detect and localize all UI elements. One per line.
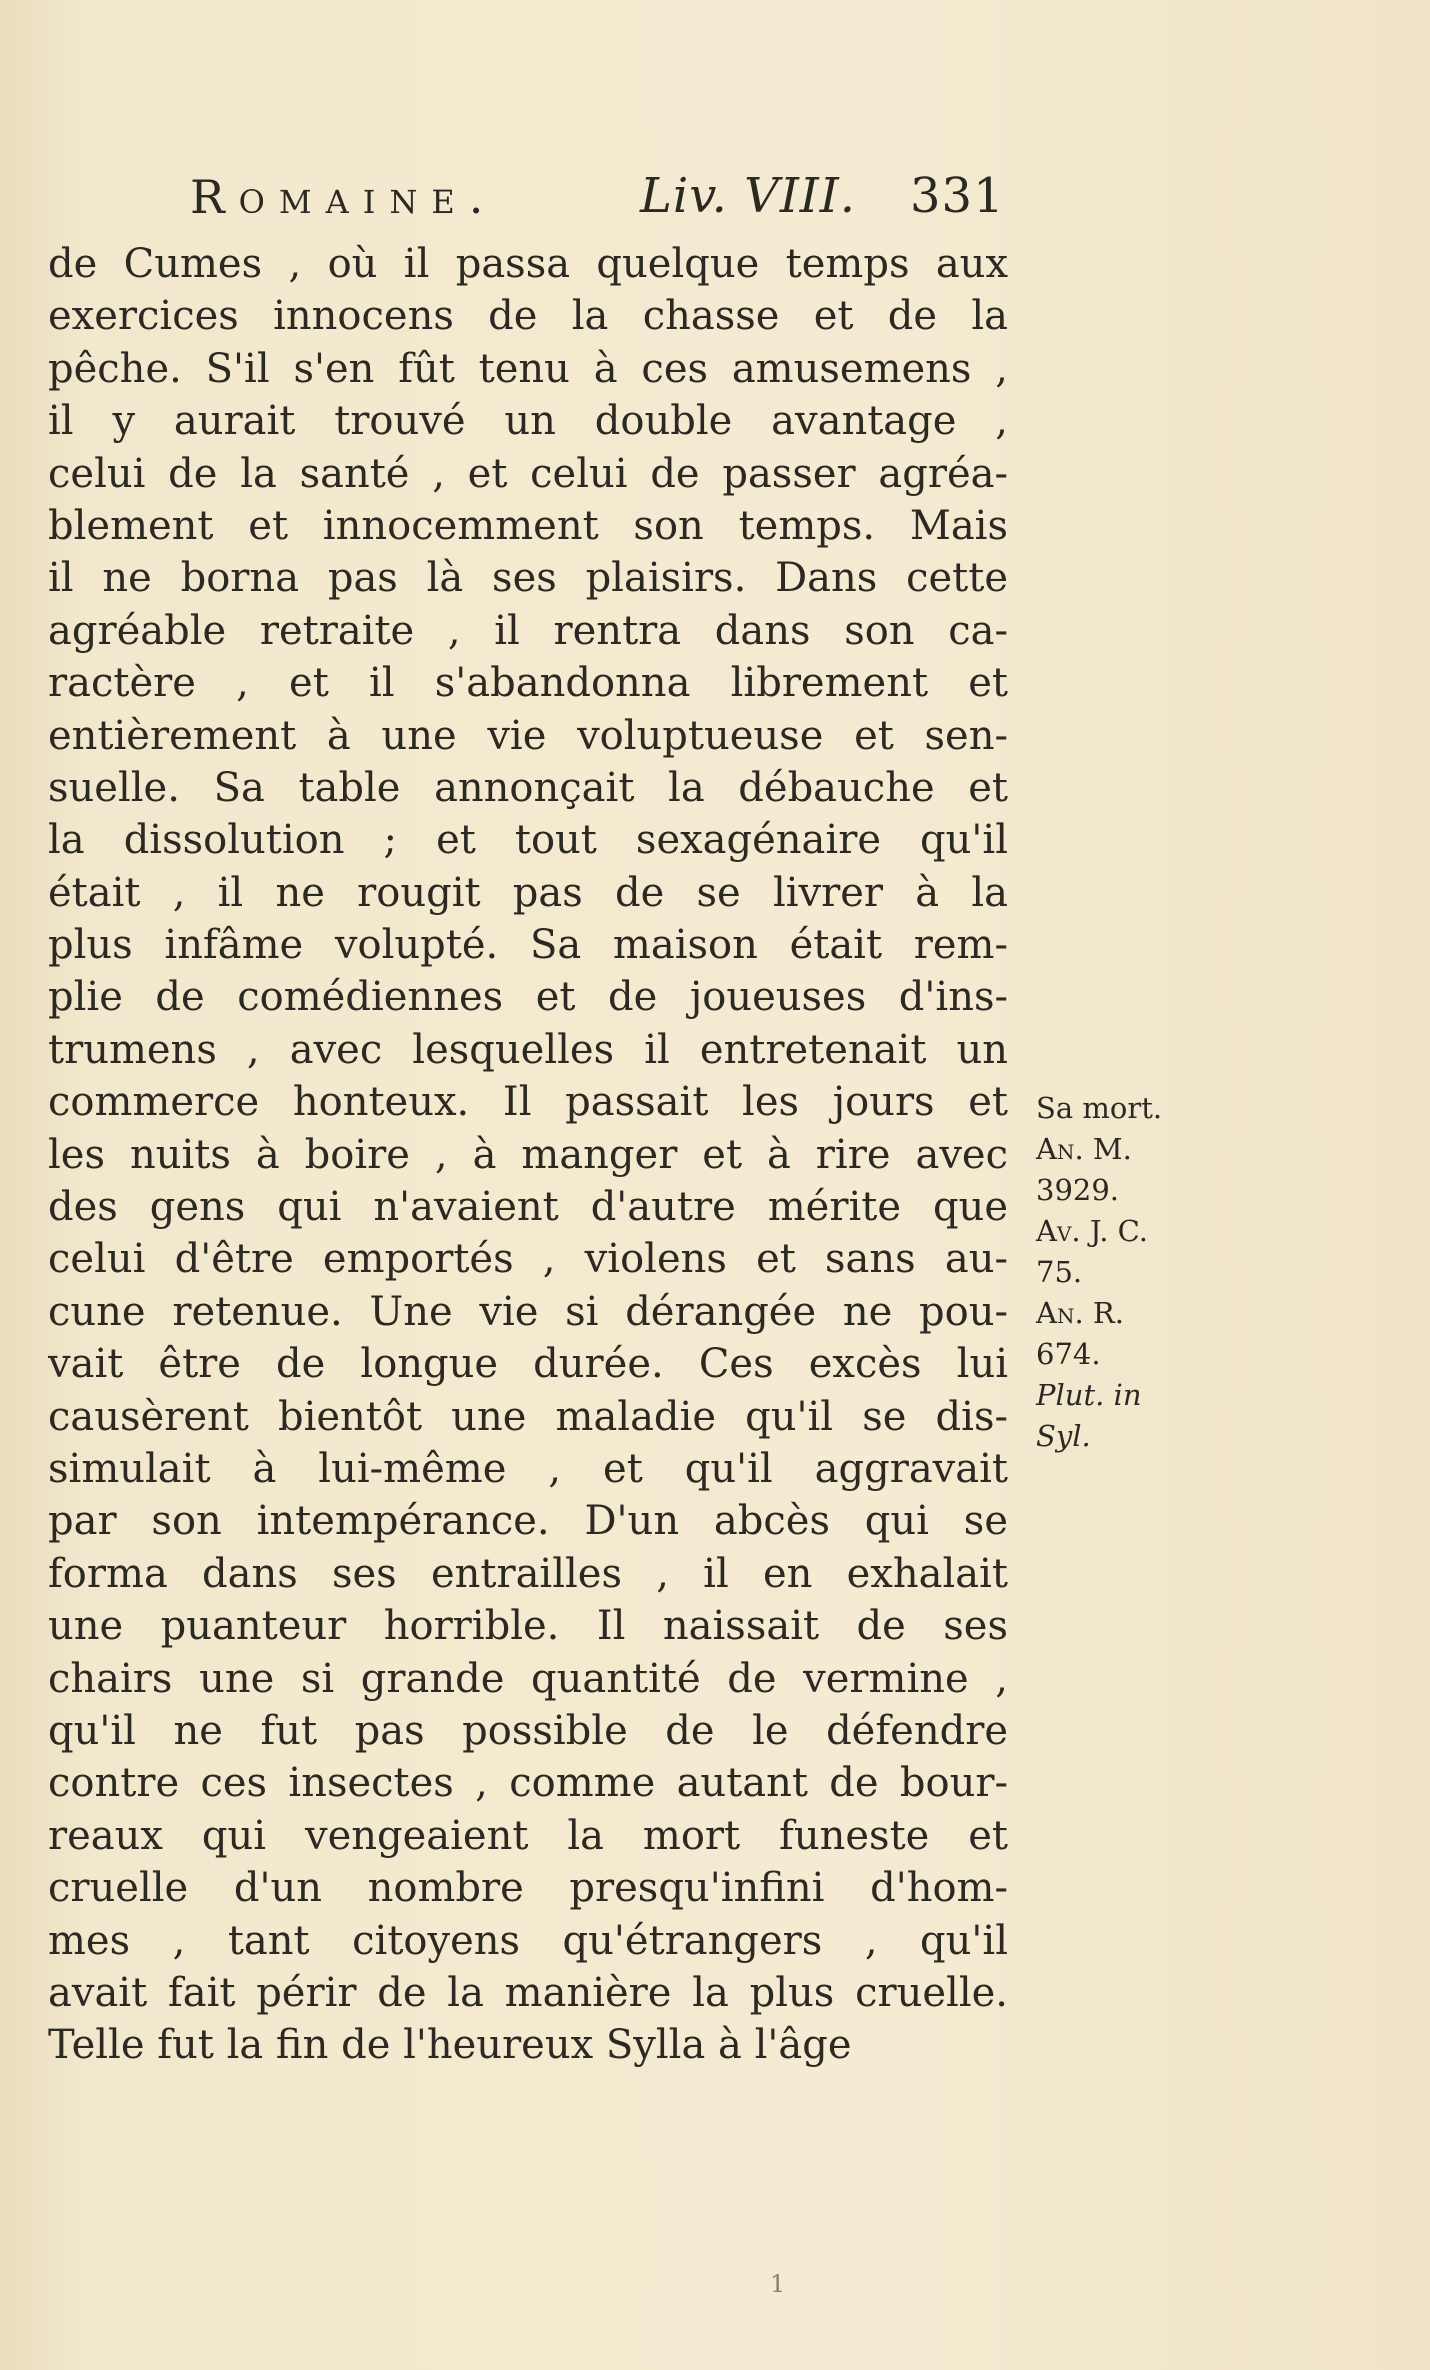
text-line: avait fait périr de la manière la plus cruelle. xyxy=(48,1969,1008,2016)
text-line: agréable retraite , il rentra dans son ca- xyxy=(48,607,1008,654)
text-line: plus infâme volupté. Sa maison était rem- xyxy=(48,922,1008,969)
text-line: chairs une si grande quantité de vermine , xyxy=(48,1655,1008,1702)
text-line: mes , tant citoyens qu'étrangers , qu'il xyxy=(48,1917,1008,1964)
text-line: il ne borna pas là ses plaisirs. Dans cette xyxy=(48,555,1008,602)
text-line: exercices innocens de la chasse et de la xyxy=(48,293,1008,340)
text-line: celui de la santé , et celui de passer agréa- xyxy=(48,450,1008,497)
margin-note: An. M. xyxy=(1036,1132,1132,1166)
text-line: entièrement à une vie voluptueuse et sen- xyxy=(48,712,1008,759)
text-line: forma dans ses entrailles , il en exhalait xyxy=(48,1550,1008,1597)
text-line: ractère , et il s'abandonna librement et xyxy=(48,660,1008,707)
text-line: causèrent bientôt une maladie qu'il se dis- xyxy=(48,1393,1008,1440)
text-line: la dissolution ; et tout sexagénaire qu'il xyxy=(48,817,1008,864)
page-number: 331 xyxy=(910,168,1005,224)
text-line: pêche. S'il s'en fût tenu à ces amusemens , xyxy=(48,345,1008,392)
text-line: trumens , avec lesquelles il entretenait un xyxy=(48,1026,1008,1073)
text-line: vait être de longue durée. Ces excès lui xyxy=(48,1341,1008,1388)
text-line: reaux qui vengeaient la mort funeste et xyxy=(48,1812,1008,1859)
margin-note: Plut. in xyxy=(1036,1378,1142,1412)
text-line: Telle fut la fin de l'heureux Sylla à l'âge xyxy=(48,2022,852,2069)
text-line: celui d'être emportés , violens et sans au- xyxy=(48,1236,1008,1283)
margin-note: 674. xyxy=(1036,1337,1101,1371)
text-line: plie de comédiennes et de joueuses d'ins- xyxy=(48,974,1008,1021)
text-line: commerce honteux. Il passait les jours et xyxy=(48,1079,1008,1126)
text-line: simulait à lui-même , et qu'il aggravait xyxy=(48,1445,1008,1492)
text-line: qu'il ne fut pas possible de le défendre xyxy=(48,1707,1008,1754)
margin-note: Av. J. C. xyxy=(1036,1214,1149,1248)
margin-note: 3929. xyxy=(1036,1173,1120,1207)
text-line: cruelle d'un nombre presqu'infini d'hom- xyxy=(48,1865,1008,1912)
margin-note: An. R. xyxy=(1036,1296,1124,1330)
book-number: Liv. VIII. xyxy=(640,168,856,224)
text-line: blement et innocemment son temps. Mais xyxy=(48,502,1008,549)
text-line: suelle. Sa table annonçait la débauche et xyxy=(48,764,1008,811)
running-header xyxy=(190,160,1020,230)
text-line: contre ces insectes , comme autant de bour- xyxy=(48,1760,1008,1807)
text-line: il y aurait trouvé un double avantage , xyxy=(48,398,1008,445)
text-line: par son intempérance. D'un abcès qui se xyxy=(48,1498,1008,1545)
running-title: Romaine. xyxy=(190,170,498,224)
text-line: des gens qui n'avaient d'autre mérite que xyxy=(48,1184,1008,1231)
margin-note: Syl. xyxy=(1036,1419,1091,1453)
text-line: les nuits à boire , à manger et à rire avec xyxy=(48,1131,1008,1178)
margin-note: Sa mort. xyxy=(1036,1091,1163,1125)
body-text xyxy=(48,238,1008,2072)
margin-note: 75. xyxy=(1036,1255,1083,1289)
text-line: cune retenue. Une vie si dérangée ne pou- xyxy=(48,1288,1008,1335)
footer-mark: 1 xyxy=(770,2270,786,2298)
margin-notes xyxy=(1036,1088,1236,1457)
text-line: une puanteur horrible. Il naissait de ses xyxy=(48,1603,1008,1650)
text-line: de Cumes , où il passa quelque temps aux xyxy=(48,241,1008,287)
text-line: était , il ne rougit pas de se livrer à la xyxy=(48,869,1008,916)
